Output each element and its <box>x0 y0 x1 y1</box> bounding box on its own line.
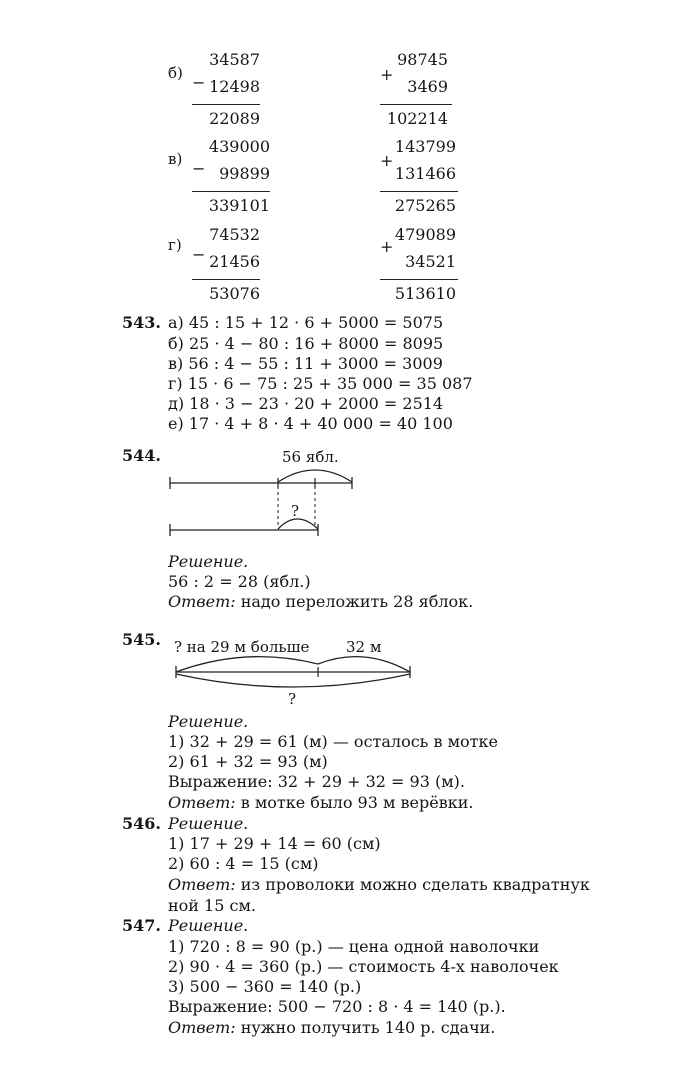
answer-text: в мотке было 93 м верёвки. <box>235 793 474 812</box>
problem-number: 543. <box>122 313 161 332</box>
result-rule <box>192 191 270 192</box>
solution-line: 2) 61 + 32 = 93 (м) <box>168 752 328 771</box>
solution-label: Решение. <box>168 916 249 935</box>
equation-line: а) 45 : 15 + 12 · 6 + 5000 = 5075 <box>168 313 444 332</box>
answer-text: из проволоки можно сделать квадратнук <box>235 875 590 894</box>
item-label-g: г) <box>168 236 182 254</box>
answer-line <box>168 875 590 895</box>
problem-number: 547. <box>122 916 161 935</box>
plus-sign: + <box>380 237 394 256</box>
solution-line: 2) 60 : 4 = 15 (см) <box>168 854 319 873</box>
solution-line: 1) 17 + 29 + 14 = 60 (см) <box>168 834 381 853</box>
solution-line: 3) 500 − 360 = 140 (р.) <box>168 977 362 996</box>
result-rule <box>380 279 458 280</box>
minus-sign: − <box>192 159 206 178</box>
diagram-bottom-question: ? <box>288 690 297 708</box>
answer-line <box>168 793 473 813</box>
minuend: 34587 <box>209 50 260 69</box>
solution-line: 2) 90 · 4 = 360 (р.) — стоимость 4-х наволочек <box>168 957 559 976</box>
difference: 22089 <box>209 109 260 128</box>
sum: 513610 <box>394 284 456 303</box>
difference: 53076 <box>209 284 260 303</box>
equation-line: г) 15 · 6 − 75 : 25 + 35 000 = 35 087 <box>168 374 473 393</box>
plus-sign: + <box>380 151 394 170</box>
addend-1: 98745 <box>397 50 448 69</box>
problem-number: 545. <box>122 630 161 649</box>
result-rule <box>192 279 260 280</box>
diagram-label-apples: 56 ябл. <box>282 448 339 466</box>
diagram-label-more: ? на 29 м больше <box>174 638 310 656</box>
result-rule <box>380 104 452 105</box>
minuend: 439000 <box>208 137 270 156</box>
equation-line: в) 56 : 4 − 55 : 11 + 3000 = 3009 <box>168 354 443 373</box>
addend-2: 3469 <box>407 77 448 96</box>
problem-number: 544. <box>122 446 161 465</box>
diagram-label-32m: 32 м <box>346 638 382 656</box>
minuend: 74532 <box>209 225 260 244</box>
subtrahend: 21456 <box>209 252 260 271</box>
addend-2: 34521 <box>405 252 456 271</box>
plus-sign: + <box>380 65 394 84</box>
answer-label: Ответ: <box>168 793 236 812</box>
answer-line <box>168 1018 495 1038</box>
expression-line: Выражение: 32 + 29 + 32 = 93 (м). <box>168 772 466 791</box>
result-rule <box>192 104 260 105</box>
answer-label: Ответ: <box>168 875 236 894</box>
equation-line: е) 17 · 4 + 8 · 4 + 40 000 = 40 100 <box>168 414 453 433</box>
answer-line <box>168 592 473 612</box>
equation-line: д) 18 · 3 − 23 · 20 + 2000 = 2514 <box>168 394 444 413</box>
answer-text: надо переложить 28 яблок. <box>235 592 474 611</box>
solution-label: Решение. <box>168 814 249 833</box>
difference: 339101 <box>208 196 270 215</box>
addend-2: 131466 <box>394 164 456 183</box>
addend-1: 143799 <box>394 137 456 156</box>
answer-label: Ответ: <box>168 592 236 611</box>
subtrahend: 12498 <box>209 77 260 96</box>
solution-line: 1) 32 + 29 = 61 (м) — осталось в мотке <box>168 732 498 751</box>
addend-1: 479089 <box>394 225 456 244</box>
subtrahend: 99899 <box>219 164 270 183</box>
problem-number: 546. <box>122 814 161 833</box>
solution-label: Решение. <box>168 552 249 571</box>
sum: 102214 <box>386 109 448 128</box>
sum: 275265 <box>394 196 456 215</box>
expression-line: Выражение: 500 − 720 : 8 · 4 = 140 (р.). <box>168 997 506 1016</box>
solution-line: 56 : 2 = 28 (ябл.) <box>168 572 311 591</box>
answer-continuation: ной 15 см. <box>168 896 256 915</box>
equation-line: б) 25 · 4 − 80 : 16 + 8000 = 8095 <box>168 334 444 353</box>
diagram-question: ? <box>291 502 300 520</box>
solution-line: 1) 720 : 8 = 90 (р.) — цена одной наволочки <box>168 937 540 956</box>
minus-sign: − <box>192 245 206 264</box>
answer-text: нужно получить 140 р. сдачи. <box>235 1018 496 1037</box>
result-rule <box>380 191 458 192</box>
item-label-v: в) <box>168 150 183 168</box>
item-label-b: б) <box>168 64 183 82</box>
solution-label: Решение. <box>168 712 249 731</box>
minus-sign: − <box>192 73 206 92</box>
answer-label: Ответ: <box>168 1018 236 1037</box>
